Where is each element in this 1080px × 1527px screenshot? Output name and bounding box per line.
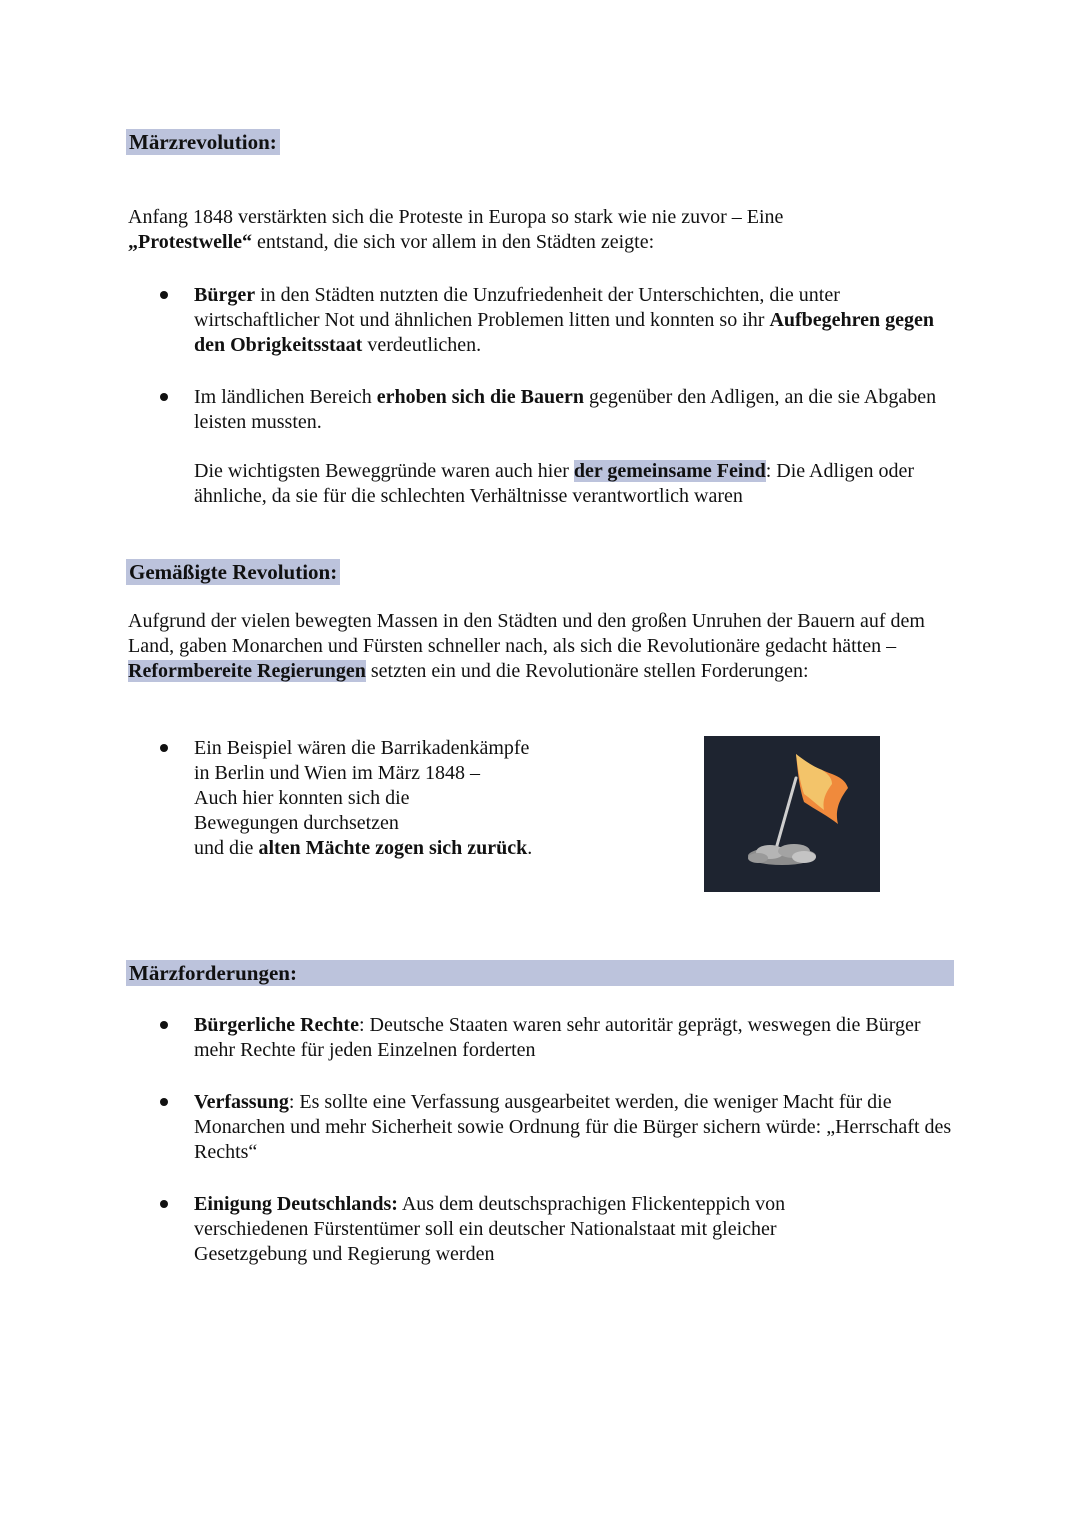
- bullet-bold: Bürgerliche Rechte: [194, 1014, 359, 1036]
- gemaessigt-paragraph: [128, 609, 928, 684]
- sub-text: : Die Adligen oder ähnliche, da sie für die schlechten Verhältnisse verantwortlich waren: [194, 460, 915, 507]
- bullet-bold: Aufbegehren gegen den Obrigkeitsstaat: [194, 309, 935, 356]
- para-text: setzten ein und die Revolutionäre stellen Forderungen:: [365, 660, 809, 682]
- highlight-feind: der gemeinsame Feind: [573, 460, 766, 482]
- bullet-verfassung: [194, 1090, 954, 1165]
- bullet-text: in den Städten nutzten die Unzufriedenheit der Unterschichten, die unter wirtschaftlicher Not und ähnlichen Problemen litten und konnten so ihr: [194, 284, 840, 331]
- bullet-text: gegenüber den Adligen, an die sie Abgaben leisten mussten.: [194, 386, 937, 433]
- bullet-buerger: [194, 283, 954, 358]
- bullet-bauern: [194, 385, 954, 435]
- bullet-line: Ein Beispiel wären die Barrikadenkämpfe: [194, 737, 530, 759]
- intro-line-1: Anfang 1848 verstärkten sich die Proteste in Europa so stark wie nie zuvor – Eine: [128, 206, 784, 228]
- bullet-bold: Verfassung: [194, 1091, 289, 1113]
- bullet-einigung: [194, 1192, 874, 1267]
- bullet-text: verdeutlichen.: [362, 334, 482, 356]
- intro-protestwelle: „Protestwelle“: [128, 231, 253, 253]
- bullet-dot: [160, 744, 168, 752]
- bullet-barrikaden: [194, 736, 674, 861]
- intro-paragraph: [128, 205, 948, 255]
- bullet-line: Auch hier konnten sich die: [194, 787, 410, 809]
- sub-paragraph-feind: [194, 459, 954, 509]
- bullet-bold: erhoben sich die Bauern: [376, 386, 584, 408]
- highlight-reformbereite: Reformbereite Regierungen: [128, 660, 366, 682]
- bullet-line: und die: [194, 837, 259, 859]
- bullet-bold: alten Mächte zogen sich zurück: [258, 837, 528, 859]
- bullet-line: in Berlin und Wien im März 1848 –: [194, 762, 481, 784]
- bullet-text: Im ländlichen Bereich: [194, 386, 377, 408]
- bullet-dot: [160, 291, 168, 299]
- bullet-text: Aus dem deutschsprachigen Flickenteppich von verschiedenen Fürstentümer soll ein deutscher Nationalstaat mit gleicher Gesetzgebung und Regierung werden: [194, 1193, 786, 1265]
- flag-on-rubble-icon: [704, 736, 880, 892]
- bullet-line: Bewegungen durchsetzen: [194, 812, 399, 834]
- bullet-text: : Es sollte eine Verfassung ausgearbeitet werden, die weniger Macht für die Monarchen und mehr Sicherheit sowie Ordnung für die Bürger sichern würde: „Herrschaft des Rechts“: [194, 1091, 952, 1163]
- para-text: Aufgrund der vielen bewegten Massen in den Städten und den großen Unruhen der Bauern auf dem Land, gaben Monarchen und Fürsten schneller nach, als sich die Revolutionäre gedacht hätten –: [128, 610, 925, 657]
- flag-image: [704, 736, 880, 892]
- heading-gemaessigte-revolution: Gemäßigte Revolution:: [126, 559, 340, 585]
- heading-maerzforderungen: Märzforderungen:: [126, 960, 954, 986]
- bullet-dot: [160, 393, 168, 401]
- bullet-dot: [160, 1021, 168, 1029]
- bullet-line: .: [527, 837, 533, 859]
- heading-maerzrevolution: Märzrevolution:: [126, 129, 280, 155]
- intro-line-2: entstand, die sich vor allem in den Städten zeigte:: [252, 231, 655, 253]
- sub-text: Die wichtigsten Beweggründe waren auch hier: [194, 460, 574, 482]
- bullet-dot: [160, 1098, 168, 1106]
- bullet-buergerliche-rechte: [194, 1013, 954, 1063]
- bullet-dot: [160, 1200, 168, 1208]
- bullet-text: : Deutsche Staaten waren sehr autoritär geprägt, weswegen die Bürger mehr Rechte für jeden Einzelnen forderten: [194, 1014, 921, 1061]
- bullet-bold: Bürger: [194, 284, 256, 306]
- bullet-bold: Einigung Deutschlands:: [194, 1193, 398, 1215]
